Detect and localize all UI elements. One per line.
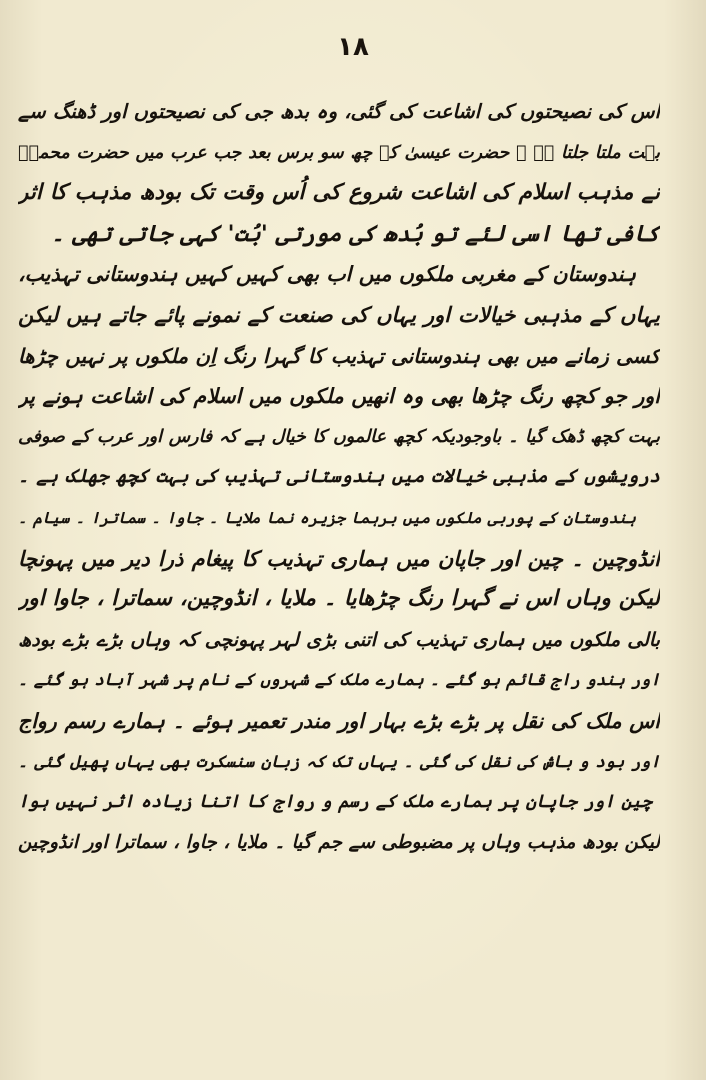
paragraph-start-line: چین اور جاپان پر ہمارے ملک کے رسم و رواج کا اتنا زیادہ اثر نہیں ہوا <box>18 792 652 813</box>
text-line: اور بود و باش کی نقل کی گئی ۔ یہاں تک کہ زبان سنسکرت بھی یہاں پھیل گئی ۔ <box>18 751 660 771</box>
text-line: اور جو کچھ رنگ چڑھا بھی وہ انھیں ملکوں میں اسلام کی اشاعت ہونے پر <box>18 384 660 409</box>
text-line: انڈوچین ۔ چین اور جاپان میں ہماری تہذیب کا پیغام ذرا دیر میں پہونچا <box>18 546 660 571</box>
text-line: کسی زمانے میں بھی ہندوستانی تہذیب کا گہرا رنگ اِن ملکوں پر نہیں چڑھا <box>18 343 660 368</box>
text-line: درویشوں کے مذہبی خیالات میں ہندوستانی تہذیب کی بہت کچھ جھلک ہے ۔ <box>18 466 660 488</box>
text-line: لیکن بودھ مذہب وہاں پر مضبوطی سے جم گیا ۔ ملایا ، جاوا ، سماترا اور انڈوچین <box>18 831 660 853</box>
text-line: یہاں کے مذہبی خیالات اور یہاں کی صنعت کے نمونے پائے جاتے ہیں لیکن <box>18 302 660 327</box>
page-number: ۱۸ <box>337 32 369 62</box>
text-line: اس ملک کی نقل پر بڑے بڑے بہار اور مندر تعمیر ہوئے ۔ ہمارے رسم رواج <box>18 708 660 733</box>
text-line: اس کی نصیحتوں کی اشاعت کی گئی، وہ بدھ جی کی نصیحتوں اور ڈھنگ سے <box>18 100 660 123</box>
text-line: نے مذہب اسلام کی اشاعت شروع کی اُس وقت تک بودھ مذہب کا اثر <box>18 180 660 206</box>
text-line: بہت کچھ ڈھک گیا ۔ باوجودیکہ کچھ عالموں کا خیال ہے کہ فارس اور عرب کے صوفی <box>18 426 660 447</box>
body-text <box>18 92 660 863</box>
text-line: لیکن وہاں اس نے گہرا رنگ چڑھایا ۔ ملایا ، انڈوچین، سماترا ، جاوا اور <box>18 586 660 612</box>
paragraph-start-line: ہندوستان کے مغربی ملکوں میں اب بھی کہیں کہیں ہندوستانی تہذیب، <box>18 262 636 287</box>
paragraph-start-line: ہندوستان کے پوربی ملکوں میں برہما جزیرہ نما ملایا ۔ جاوا ۔ سماترا ۔ سیام ۔ <box>18 508 636 527</box>
text-line: بالی ملکوں میں ہماری تہذیب کی اتنی بڑی لہر پہونچی کہ وہاں بڑے بڑے بودھ <box>18 628 660 651</box>
text-line: بہت ملتا جلتا ہے ۔ حضرت عیسیٰ کے چھ سو برس بعد جب عرب میں حضرت محمدؐ <box>18 142 660 163</box>
text-line: کافی تھا اسی لئے تو بُدھ کی مورتی 'بُت' کہی جاتی تھی ۔ <box>51 220 660 247</box>
text-line: اور ہندو راج قائم ہو گئے ۔ ہمارے ملک کے شہروں کے نام پر شہر آباد ہو گئے ۔ <box>18 670 660 690</box>
